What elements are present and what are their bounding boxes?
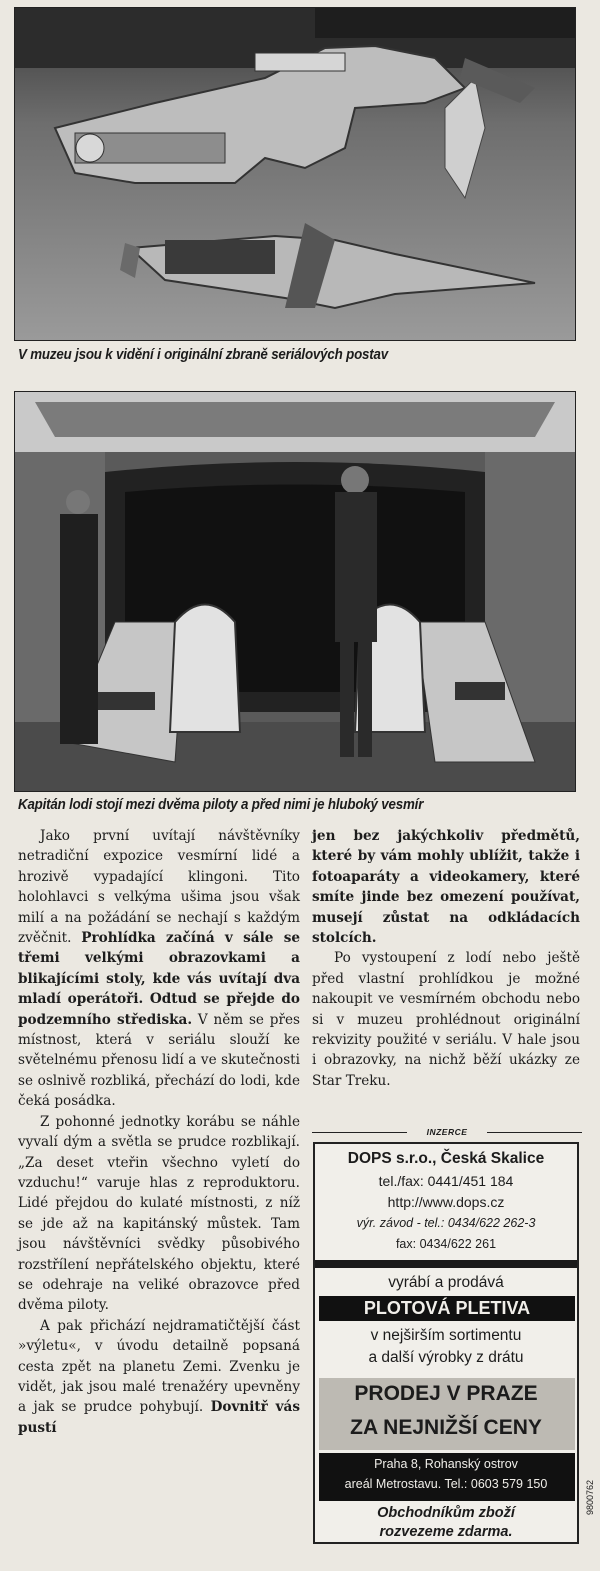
paragraph: jen bez jakýchkoliv předmětů, které by vám mohly ublížit, takže i fotoaparáty a videokamery, které smíte jinde bez omezení používat, musejí zůstat na odkládacích stolcích.	[312, 828, 580, 947]
ad-fax: fax: 0434/622 261	[395, 1237, 497, 1251]
ad-web-link[interactable]: http://www.dops.cz	[387, 1194, 505, 1210]
ad-address-line1: Praha 8, Rohanský ostrov	[374, 1457, 518, 1471]
ad-makes: vyrábí a prodává	[388, 1274, 504, 1291]
ad-factory: výr. závod - tel.: 0434/622 262-3	[356, 1216, 536, 1230]
paragraph: Z pohonné jednotky korábu se náhle vyvalí dým a světla se prudce rozblikají. „Za deset vteřin všechno vyletí do vzduchu!“ varuje hlas z reproduktoru. Lidé přejdou do kulaté místnosti, z níž se jde až na kapitánský můstek. Tam jsou návštěvníci svědky působivého rozstřílení nepřátelského objektu, které se odehraje na veliké obrazovce před dvěma piloty.	[18, 1113, 300, 1314]
text: Jako první uvítají návštěvníky netradiční expozice vesmírní lidé a hrozivě vypadající klingoni. Tito holohlavci s velkýma ušima jsou však milí a na požádání se nechají s každým zvěčnit.	[18, 828, 300, 947]
ad-company: DOPS s.r.o., Česká Skalice	[347, 1150, 545, 1167]
museum-weapons-photo	[14, 7, 576, 341]
article-left-column	[18, 826, 300, 1438]
bold-text: Dovnitř vás pustí	[18, 1399, 300, 1436]
ad-label: INZERCE	[312, 1127, 582, 1137]
bold-text: Prohlídka začíná v sále se třemi velkými obrazovkami a blikajícími stoly, kde vás uvítají dva mladí operátoři. Odtud se přejde do podzemního střediska.	[18, 930, 300, 1028]
bridge-photo	[14, 391, 576, 792]
paragraph: Po vystoupení z lodí nebo ještě před vlastní prohlídkou je možné nakoupit ve vesmírném obchodu nebo si v muzeu prohlédnout originální rekvizity použité v seriálu. V hale jsou i obrazovky, na nichž běží ukázky ze Star Treku.	[312, 950, 580, 1089]
paragraph	[18, 1316, 300, 1438]
ad-delivery-line1: Obchodníkům zboží	[377, 1505, 515, 1521]
ad-product: PLOTOVÁ PLETIVA	[319, 1296, 575, 1321]
paragraph	[18, 826, 300, 1112]
ad-delivery-line2: rozvezeme zdarma.	[379, 1524, 513, 1540]
ad-tel: tel./fax: 0441/451 184	[378, 1173, 514, 1189]
text: A pak přichází nejdramatičtější část »výletu«, v úvodu detailně popsaná cesta zpět na planetu Zemi. Zvenku je vidět, jak jsou malé trenažéry upevněny a jak se prudce pohybují.	[18, 1317, 300, 1416]
advertisement	[313, 1142, 579, 1544]
ad-sale-line2: ZA NEJNIŽŠÍ CENY	[350, 1416, 542, 1439]
ad-address-line2: areál Metrostavu. Tel.: 0603 579 150	[344, 1477, 548, 1491]
text: V něm se přes místnost, která v seriálu slouží ke světelnému přenosu lidí a ve skutečnosti se oslnivě rozbliká, přechází do lodi, kde čeká posádka.	[18, 1011, 300, 1110]
photo1-caption: V muzeu jsou k vidění i originální zbraně seriálových postav	[18, 347, 388, 363]
ad-range: v nejširším sortimentu	[370, 1327, 522, 1344]
ad-divider	[315, 1260, 577, 1268]
photo2-caption: Kapitán lodi stojí mezi dvěma piloty a před nimi je hluboký vesmír	[18, 797, 424, 813]
ad-sale-line1: PRODEJ V PRAZE	[354, 1382, 538, 1405]
ad-wire: a další výrobky z drátu	[368, 1349, 524, 1366]
article-right-column	[312, 826, 580, 1091]
ad-code: 9800762	[585, 1479, 595, 1515]
